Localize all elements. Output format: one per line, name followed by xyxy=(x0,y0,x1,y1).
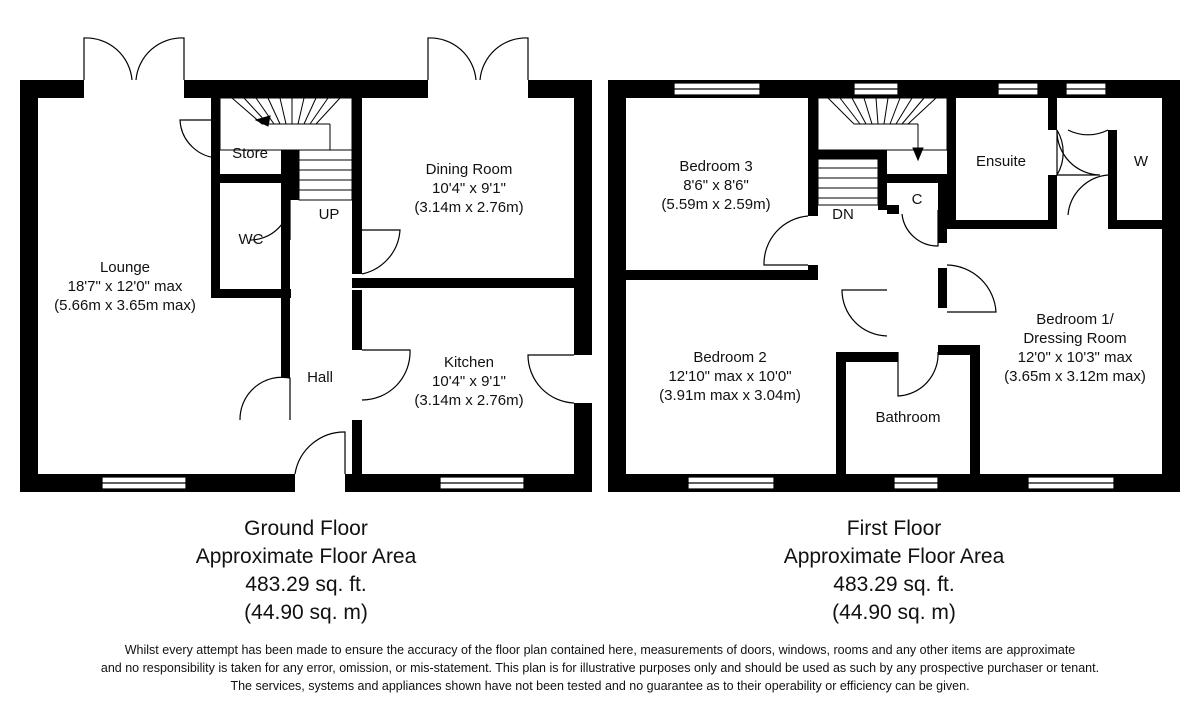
disclaimer-line-1: Whilst every attempt has been made to ensure the accuracy of the floor plan contained here, measurements of doors, windows, rooms and any other items are approximate xyxy=(124,643,1076,657)
first-floor-windows xyxy=(674,83,1114,489)
bathroom-label: Bathroom xyxy=(875,409,941,426)
kitchen-size-metric: (3.14m x 2.76m) xyxy=(414,392,524,409)
lounge-size-metric: (5.66m x 3.65m max) xyxy=(54,297,196,314)
hall-label: Hall xyxy=(307,369,333,386)
bedroom-2-size-imperial: 12'10" max x 10'0" xyxy=(668,368,792,385)
lounge-size-imperial: 18'7" x 12'0" max xyxy=(67,278,183,295)
dining-room-label: Dining Room xyxy=(425,161,513,178)
lounge-label: Lounge xyxy=(99,259,151,276)
bedroom-3-label: Bedroom 3 xyxy=(679,158,753,175)
bedroom-1-size-metric: (3.65m x 3.12m max) xyxy=(1004,368,1146,385)
ensuite-label: Ensuite xyxy=(975,153,1027,170)
ground-floor-area-sqm: (44.90 sq. m) xyxy=(244,601,368,624)
bedroom-2-label: Bedroom 2 xyxy=(693,349,767,366)
kitchen-size-imperial: 10'4" x 9'1" xyxy=(432,373,506,390)
first-floor-area-sqm: (44.90 sq. m) xyxy=(832,601,956,624)
bedroom-1-label-line1: Bedroom 1/ xyxy=(1036,311,1114,328)
store-label: Store xyxy=(232,145,268,162)
disclaimer-line-2: and no responsibility is taken for any error, omission, or mis-statement. This plan is for illustrative purposes only and should be used as such by any prospective purchaser or tenant. xyxy=(100,661,1100,675)
ground-floor-area-subtitle: Approximate Floor Area xyxy=(195,545,417,568)
first-floor-area-subtitle: Approximate Floor Area xyxy=(783,545,1005,568)
bedroom-1-label-line2: Dressing Room xyxy=(1023,330,1127,347)
kitchen-label: Kitchen xyxy=(443,354,495,371)
stairs-up-label: UP xyxy=(318,206,340,223)
wardrobe-label: W xyxy=(1133,153,1149,170)
bedroom-3-size-imperial: 8'6" x 8'6" xyxy=(683,177,749,194)
stairs-down-label: DN xyxy=(832,206,854,223)
ground-floor-area-sqft: 483.29 sq. ft. xyxy=(245,573,367,596)
first-floor-area-sqft: 483.29 sq. ft. xyxy=(833,573,955,596)
first-floor-openings xyxy=(808,216,818,265)
bedroom-3-size-metric: (5.59m x 2.59m) xyxy=(661,196,771,213)
first-floor-walls xyxy=(608,80,1180,492)
bedroom-1-size-imperial: 12'0" x 10'3" max xyxy=(1017,349,1133,366)
disclaimer-line-3: The services, systems and appliances shown have not been tested and no guarantee as to their operability or efficiency can be given. xyxy=(230,679,970,693)
ground-floor-title: Ground Floor xyxy=(244,517,368,540)
disclaimer xyxy=(10,641,1190,695)
dining-room-size-imperial: 10'4" x 9'1" xyxy=(432,180,506,197)
ground-floor-caption xyxy=(96,515,516,627)
first-floor-title: First Floor xyxy=(846,517,942,540)
first-floor-plan xyxy=(608,80,1180,492)
ground-floor-plan xyxy=(20,38,592,492)
dining-room-size-metric: (3.14m x 2.76m) xyxy=(414,199,524,216)
first-floor-caption xyxy=(684,515,1104,627)
bedroom-2-size-metric: (3.91m max x 3.04m) xyxy=(659,387,801,404)
cupboard-label: C xyxy=(911,191,923,208)
wc-label: WC xyxy=(238,231,264,248)
